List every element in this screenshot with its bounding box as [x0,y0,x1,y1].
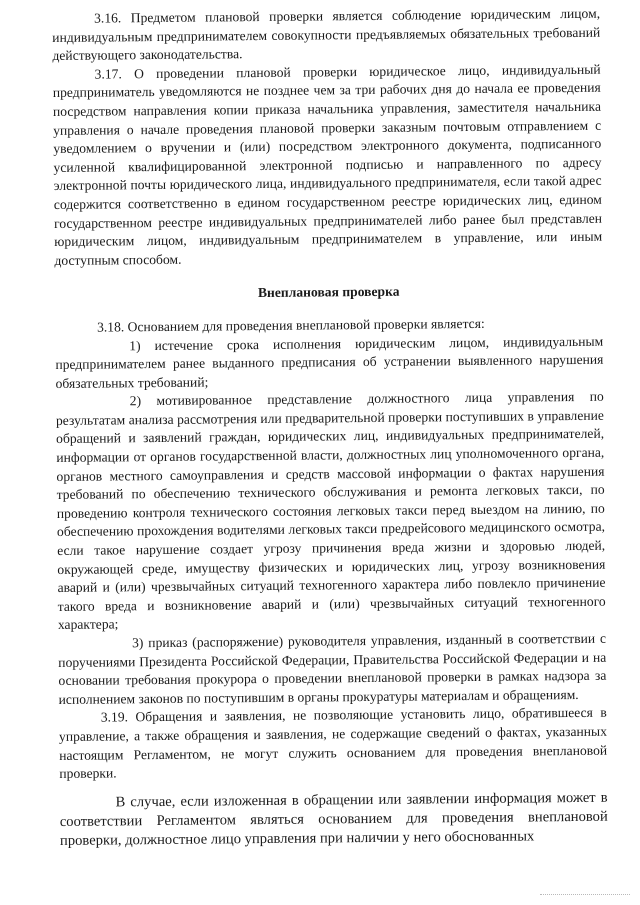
list-item-2: 2) мотивированное представление должностного лица управления по результатам анализа рассмотрения или предварительной проверки поступивших в управление обращений и заявлений граждан, юридических лиц, индивидуальных предпринимателей, информации от органов государственной власти, должностных лиц уполномоченного органа, органов местного самоуправления и средств массовой информации о фактах нарушения требований по обеспечению технического обслуживания и ремонта легковых такси, по проведению контроля технического состояния легковых такси перед выездом на линию, по обеспечению прохождения водителями легковых такси предрейсового медицинского осмотра, если такое нарушение создает угрозу причинения вреда жизни и здоровью людей, окружающей среде, имуществу физических и юридических лиц, угрозу возникновения аварий и (или) чрезвычайных ситуаций техногенного характера либо повлекло причинение такого вреда и возникновение аварий и (или) чрезвычайных ситуаций техногенного характера; [55,389,606,633]
paragraph-last: В случае, если изложенная в обращении или заявлении информация может в соответствии Регламентом являться основанием для проведения внеплановой проверки, должностное лицо управления при наличии у него обоснованных [59,789,608,849]
list-item-3: 3) приказ (распоряжение) руководителя управления, изданный в соответствии с поручениями Президента Российской Федерации, Правительства Российской Федерации и на основании требования прокурора о проведении внеплановой проверки в рамках надзора за исполнением законов по поступившим в органы прокуратуры материалам и обращениям. [58,630,607,707]
document-page [52,5,608,851]
section-heading: Внеплановая проверка [257,283,400,301]
scan-artifact [540,894,630,897]
paragraph-3-17: 3.17. О проведении плановой проверки юридическое лицо, индивидуальный предприниматель уведомляются не позднее чем за три рабочих дня до начала ее проведения посредством направления копии приказа начальника управления, заместителя начальника управления о начале проведения плановой проверки заказным почтовым отправлением с уведомлением о вручении и (или) посредством электронного документа, подписанного усиленной квалифицированной электронной подписью и направленного по адресу электронной почты юридического лица, индивидуального предпринимателя, если такой адрес содержится соответственно в едином государственном реестре юридических лиц, едином государственном реестре индивидуальных предпринимателей либо ранее был представлен юридическим лицом, индивидуальным предпринимателем в управление, или иным доступным способом. [52,61,603,268]
list-item-1: 1) истечение срока исполнения юридическим лицом, индивидуальным предпринимателем ранее выданного предписания об устранении выявленного нарушения обязательных требований; [55,333,604,391]
paragraph-3-16: 3.16. Предметом плановой проверки является соблюдение юридическим лицом, индивидуальным предпринимателем совокупности предъявляемых обязательных требований действующего законодательства. [52,5,601,64]
paragraph-3-18: 3.18. Основанием для проведения внеплановой проверки является: [96,315,485,335]
paragraph-3-19: 3.19. Обращения и заявления, не позволяющие установить лицо, обратившееся в управление, а также обращения и заявления, не содержащие сведений о фактах, указанных настоящим Регламентом, не могут служить основанием для проведения внеплановой проверки. [58,705,608,782]
